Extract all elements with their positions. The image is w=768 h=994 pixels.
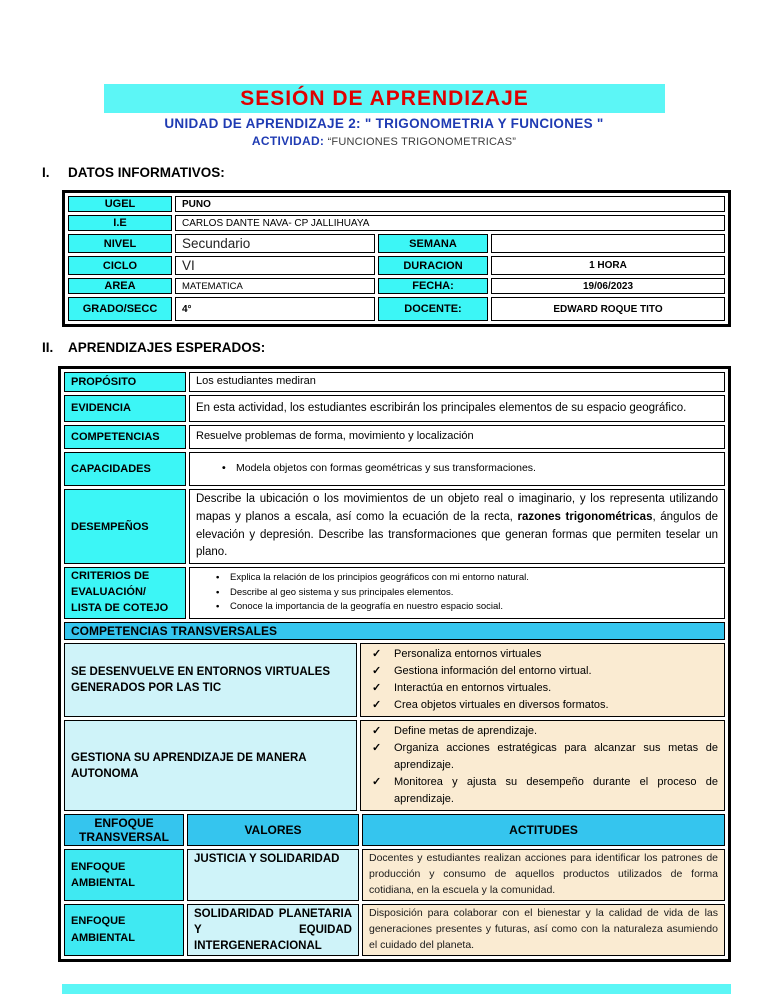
criterios-label: CRITERIOS DE EVALUACIÓN/ LISTA DE COTEJO xyxy=(64,567,186,619)
list-item: ✓ Personaliza entornos virtuales xyxy=(367,646,718,663)
list-item: ✓ Monitorea y ajusta su desempeño durante el proceso de aprendizaje. xyxy=(367,774,718,808)
section-heading-datos xyxy=(42,165,768,180)
actitudes-cell: Disposición para colaborar con el bienestar y la calidad de vida de las generaciones presentes y futuras, así como con la naturaleza asumiendo el cuidado del planeta. xyxy=(362,904,725,956)
docente-label: DOCENTE: xyxy=(378,297,488,321)
desempenos-bold-text: razones trigonométricas xyxy=(517,510,653,523)
enfoque-cell: ENFOQUE AMBIENTAL xyxy=(64,904,184,956)
ciclo-label: CICLO xyxy=(68,256,172,275)
list-item: ✓ Define metas de aprendizaje. xyxy=(367,723,718,740)
unit-subtitle: UNIDAD DE APRENDIZAJE 2: " TRIGONOMETRIA Y FUNCIONES " xyxy=(164,116,604,131)
table-row xyxy=(64,849,725,900)
table-row xyxy=(64,395,725,422)
evidencia-label: EVIDENCIA xyxy=(64,395,186,422)
section-title: DATOS INFORMATIVOS: xyxy=(68,165,225,180)
docente-value: EDWARD ROQUE TITO xyxy=(491,297,725,321)
ie-value: CARLOS DANTE NAVA- CP JALLIHUAYA xyxy=(175,215,725,231)
valores-cell: JUSTICIA Y SOLIDARIDAD xyxy=(187,849,359,900)
activity-line xyxy=(0,134,768,148)
section-title: APRENDIZAJES ESPERADOS: xyxy=(68,340,266,355)
table-row xyxy=(68,196,725,212)
check-list xyxy=(367,723,718,808)
fecha-value: 19/06/2023 xyxy=(491,278,725,294)
semana-label: SEMANA xyxy=(378,234,488,253)
ugel-label: UGEL xyxy=(68,196,172,212)
section-number: II. xyxy=(42,340,54,355)
area-label: AREA xyxy=(68,278,172,294)
competencias-label: COMPETENCIAS xyxy=(64,425,186,449)
semana-value xyxy=(491,234,725,253)
table-row xyxy=(64,425,725,449)
desempenos-value xyxy=(189,489,725,564)
capacidades-value xyxy=(189,452,725,486)
enfoque-transversal-header: ENFOQUE TRANSVERSAL xyxy=(64,814,184,846)
section-heading-aprendizajes xyxy=(42,340,768,355)
duracion-value: 1 HORA xyxy=(491,256,725,275)
aprendizajes-esperados-table xyxy=(58,366,731,962)
desempenos-text: Describe la ubicación o los movimientos de un objeto real o imaginario, y los representa utilizando mapas y planos a escala, así como la ecuación de la recta, xyxy=(196,492,718,523)
activity-label: ACTIVIDAD: xyxy=(251,134,325,148)
section-number: I. xyxy=(42,165,50,180)
transversal-competencia: SE DESENVUELVE EN ENTORNOS VIRTUALES GENERADOS POR LAS TIC xyxy=(64,643,357,717)
activity-value: “FUNCIONES TRIGONOMETRICAS” xyxy=(327,136,517,148)
nivel-value: Secundario xyxy=(175,234,375,253)
actitudes-cell: Docentes y estudiantes realizan acciones para identificar los patrones de producción y consumo de aquellos productos utilizados de forma cotidiana, en la escuela y la comunidad. xyxy=(362,849,725,900)
list-item: ✓ Interactúa en entornos virtuales. xyxy=(367,680,718,697)
evidencia-value: En esta actividad, los estudiantes escribirán los principales elementos de su espacio geográfico. xyxy=(189,395,725,422)
list-item: • Modela objetos con formas geométricas y sus transformaciones. xyxy=(196,461,718,477)
list-item: • Conoce la importancia de la geografía en nuestro espacio social. xyxy=(196,600,718,615)
transversal-items-cell xyxy=(360,720,725,811)
fecha-label: FECHA: xyxy=(378,278,488,294)
criterios-bullet-list xyxy=(196,571,718,615)
capacidades-bullet-list xyxy=(196,461,718,477)
proposito-label: PROPÓSITO xyxy=(64,372,186,392)
list-item: ✓ Crea objetos virtuales en diversos formatos. xyxy=(367,697,718,714)
enfoque-cell: ENFOQUE AMBIENTAL xyxy=(64,849,184,900)
grado-value: 4° xyxy=(175,297,375,321)
table-row xyxy=(68,215,725,231)
table-row xyxy=(64,720,725,811)
duracion-label: DURACION xyxy=(378,256,488,275)
desempenos-label: DESEMPEÑOS xyxy=(64,489,186,564)
competencias-transversales-header: COMPETENCIAS TRANSVERSALES xyxy=(64,622,725,640)
table-row xyxy=(64,372,725,392)
actitudes-header: ACTITUDES xyxy=(362,814,725,846)
table-row xyxy=(64,622,725,640)
transversal-competencia: GESTIONA SU APRENDIZAJE DE MANERA AUTONOMA xyxy=(64,720,357,811)
list-item: • Explica la relación de los principios geográficos con mi entorno natural. xyxy=(196,571,718,586)
table-row xyxy=(64,643,725,717)
desempenos-text: , ángulos de elevación y depresión. Describe las transformaciones que generan formas que permiten teselar un plano. xyxy=(196,510,718,559)
valores-header: VALORES xyxy=(187,814,359,846)
competencias-value: Resuelve problemas de forma, movimiento y localización xyxy=(189,425,725,449)
table-row xyxy=(64,489,725,564)
valores-cell: SOLIDARIDAD PLANETARIA Y EQUIDAD INTERGENERACIONAL xyxy=(187,904,359,956)
list-item: • Describe al geo sistema y sus principales elementos. xyxy=(196,586,718,601)
page-title: SESIÓN DE APRENDIZAJE xyxy=(104,84,665,113)
grado-label: GRADO/SECC xyxy=(68,297,172,321)
ie-label: I.E xyxy=(68,215,172,231)
list-item: ✓ Gestiona información del entorno virtual. xyxy=(367,663,718,680)
table-row xyxy=(68,256,725,275)
proposito-value: Los estudiantes mediran xyxy=(189,372,725,392)
check-list xyxy=(367,646,718,714)
nivel-label: NIVEL xyxy=(68,234,172,253)
transversal-items-cell xyxy=(360,643,725,717)
table-row xyxy=(64,904,725,956)
datos-informativos-table xyxy=(62,190,731,327)
table-row xyxy=(68,234,725,253)
table-row xyxy=(64,452,725,486)
criterios-value xyxy=(189,567,725,619)
capacidades-label: CAPACIDADES xyxy=(64,452,186,486)
list-item: ✓ Organiza acciones estratégicas para alcanzar sus metas de aprendizaje. xyxy=(367,740,718,774)
table-row xyxy=(64,814,725,846)
table-row xyxy=(64,567,725,619)
ciclo-value: VI xyxy=(175,256,375,275)
ugel-value: PUNO xyxy=(175,196,725,212)
area-value: MATEMATICA xyxy=(175,278,375,294)
table-row xyxy=(68,297,725,321)
table-row xyxy=(68,278,725,294)
next-section-banner-edge xyxy=(62,984,731,994)
